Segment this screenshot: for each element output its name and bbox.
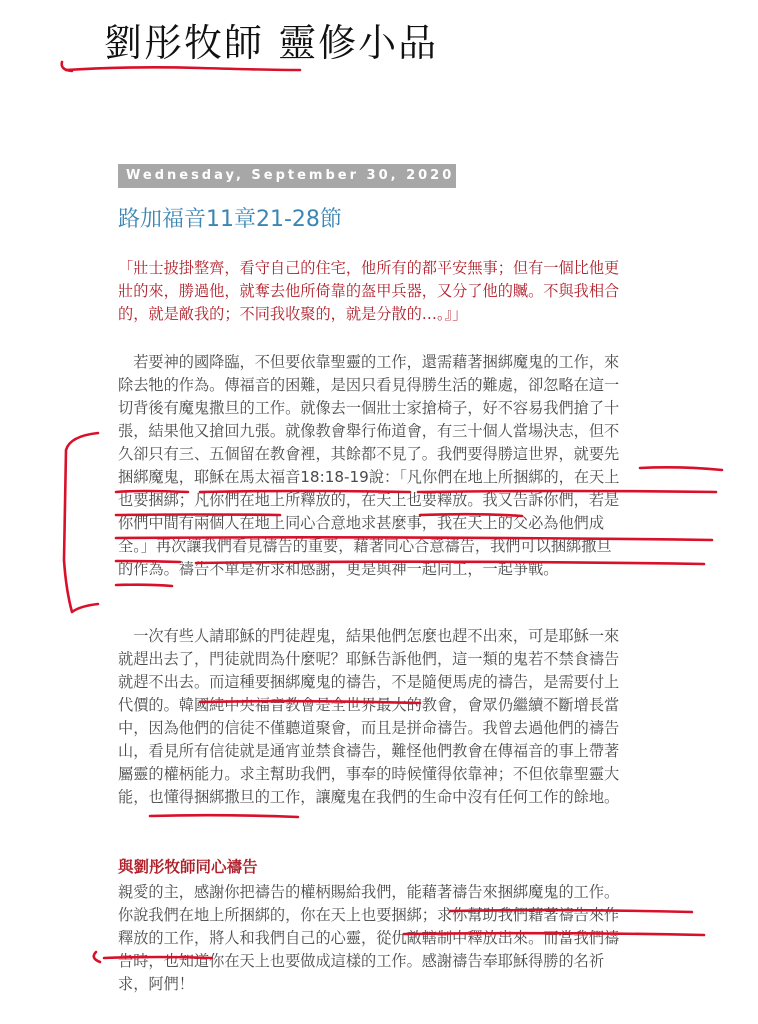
text-line: 釋放的工作，將人和我們自己的心靈，從仇敵轄制中釋放出來。而當我們禱 bbox=[118, 929, 620, 947]
underline-stroke bbox=[94, 952, 100, 962]
underline-stroke bbox=[116, 585, 172, 586]
text-line: 代價的。韓國純中央福音教會是全世界最大的教會，會眾仍繼續不斷增長當 bbox=[118, 696, 620, 714]
text-line: 一次有些人請耶穌的門徒趕鬼，結果他們怎麼也趕不出來，可是耶穌一來 bbox=[118, 627, 620, 645]
post-title[interactable]: 路加福音11章21-28節 bbox=[118, 207, 342, 232]
bracket-stroke bbox=[64, 433, 98, 612]
text-line: 張，結果他又搶回九張。就像教會舉行佈道會，有三十個人當場決志，但不 bbox=[118, 422, 620, 440]
text-line: 求，阿們！ bbox=[118, 975, 194, 993]
paragraph-2 bbox=[118, 625, 700, 809]
text-line: 就趕出去了，門徒就問為什麼呢？耶穌告訴他們，這一類的鬼若不禁食禱告 bbox=[118, 650, 620, 668]
text-line: 捆綁魔鬼，耶穌在馬太福音18:18-19說：「凡你們在地上所捆綁的，在天上 bbox=[118, 468, 620, 486]
page-header-title: 劉彤牧師 靈修小品 bbox=[104, 21, 439, 65]
scripture-line: 壯的來，勝過他，就奪去他所倚靠的盔甲兵器，又分了他的贓。不與我相合 bbox=[118, 282, 620, 300]
text-line: 告時，也知道你在天上也要做成這樣的工作。感謝禱告奉耶穌得勝的名祈 bbox=[118, 952, 604, 970]
paragraph-1 bbox=[118, 351, 700, 581]
header-underline-loop bbox=[62, 62, 72, 71]
text-line: 中，因為他們的信徒不僅聽道聚會，而且是拼命禱告。我曾去過他們的禱告 bbox=[118, 719, 620, 737]
text-line: 屬靈的權柄能力。求主幫助我們，事奉的時候懂得依靠神；不但依靠聖靈大 bbox=[118, 765, 620, 783]
text-line: 山，看見所有信徒就是通宵並禁食禱告，難怪他們教會在傳福音的事上帶著 bbox=[118, 742, 620, 760]
scripture-line: 「壯士披掛整齊，看守自己的住宅，他所有的都平安無事；但有一個比他更 bbox=[118, 259, 620, 277]
text-line: 久卻只有三、五個留在教會裡，其餘都不見了。我們要得勝這世界，就要先 bbox=[118, 445, 620, 463]
text-line: 切背後有魔鬼撒旦的工作。就像去一個壯士家搶椅子，好不容易我們搶了十 bbox=[118, 399, 620, 417]
text-line: 全。」再次讓我們看見禱告的重要，藉著同心合意禱告，我們可以捆綁撒旦 bbox=[118, 537, 612, 555]
text-line: 親愛的主，感謝你把禱告的權柄賜給我們，能藉著禱告來捆綁魔鬼的工作。 bbox=[118, 883, 620, 901]
text-line: 除去牠的作為。傳福音的困難，是因只看見得勝生活的難處，卻忽略在這一 bbox=[118, 376, 620, 394]
text-line: 就趕不出去。而這種要捆綁魔鬼的禱告，不是隨便馬虎的禱告，是需要付上 bbox=[118, 673, 620, 691]
prayer-text bbox=[118, 881, 700, 996]
text-line: 你們中間有兩個人在地上同心合意地求甚麼事，我在天上的父必為他們成 bbox=[118, 514, 604, 532]
text-line: 若要神的國降臨，不但要依靠聖靈的工作，還需藉著捆綁魔鬼的工作，來 bbox=[118, 353, 620, 371]
text-line: 你說我們在地上所捆綁的，你在天上也要捆綁；求你幫助我們藉著禱告來作 bbox=[118, 906, 620, 924]
header-underline-stroke bbox=[66, 67, 300, 70]
prayer-heading: 與劉彤牧師同心禱告 bbox=[118, 858, 258, 876]
post-date: Wednesday, September 30, 2020 bbox=[118, 164, 456, 188]
text-line: 能，也懂得捆綁撒旦的工作，讓魔鬼在我們的生命中沒有任何工作的餘地。 bbox=[118, 788, 620, 806]
text-line: 的作為。禱告不單是祈求和感謝，更是與神一起同工，一起爭戰。 bbox=[118, 560, 559, 578]
scripture-quote bbox=[118, 257, 700, 326]
scripture-line: 的，就是敵我的；不同我收聚的，就是分散的…。』」 bbox=[118, 305, 468, 323]
text-line: 也要捆綁；凡你們在地上所釋放的，在天上也要釋放。我又告訴你們，若是 bbox=[118, 491, 620, 509]
underline-stroke bbox=[150, 815, 298, 817]
